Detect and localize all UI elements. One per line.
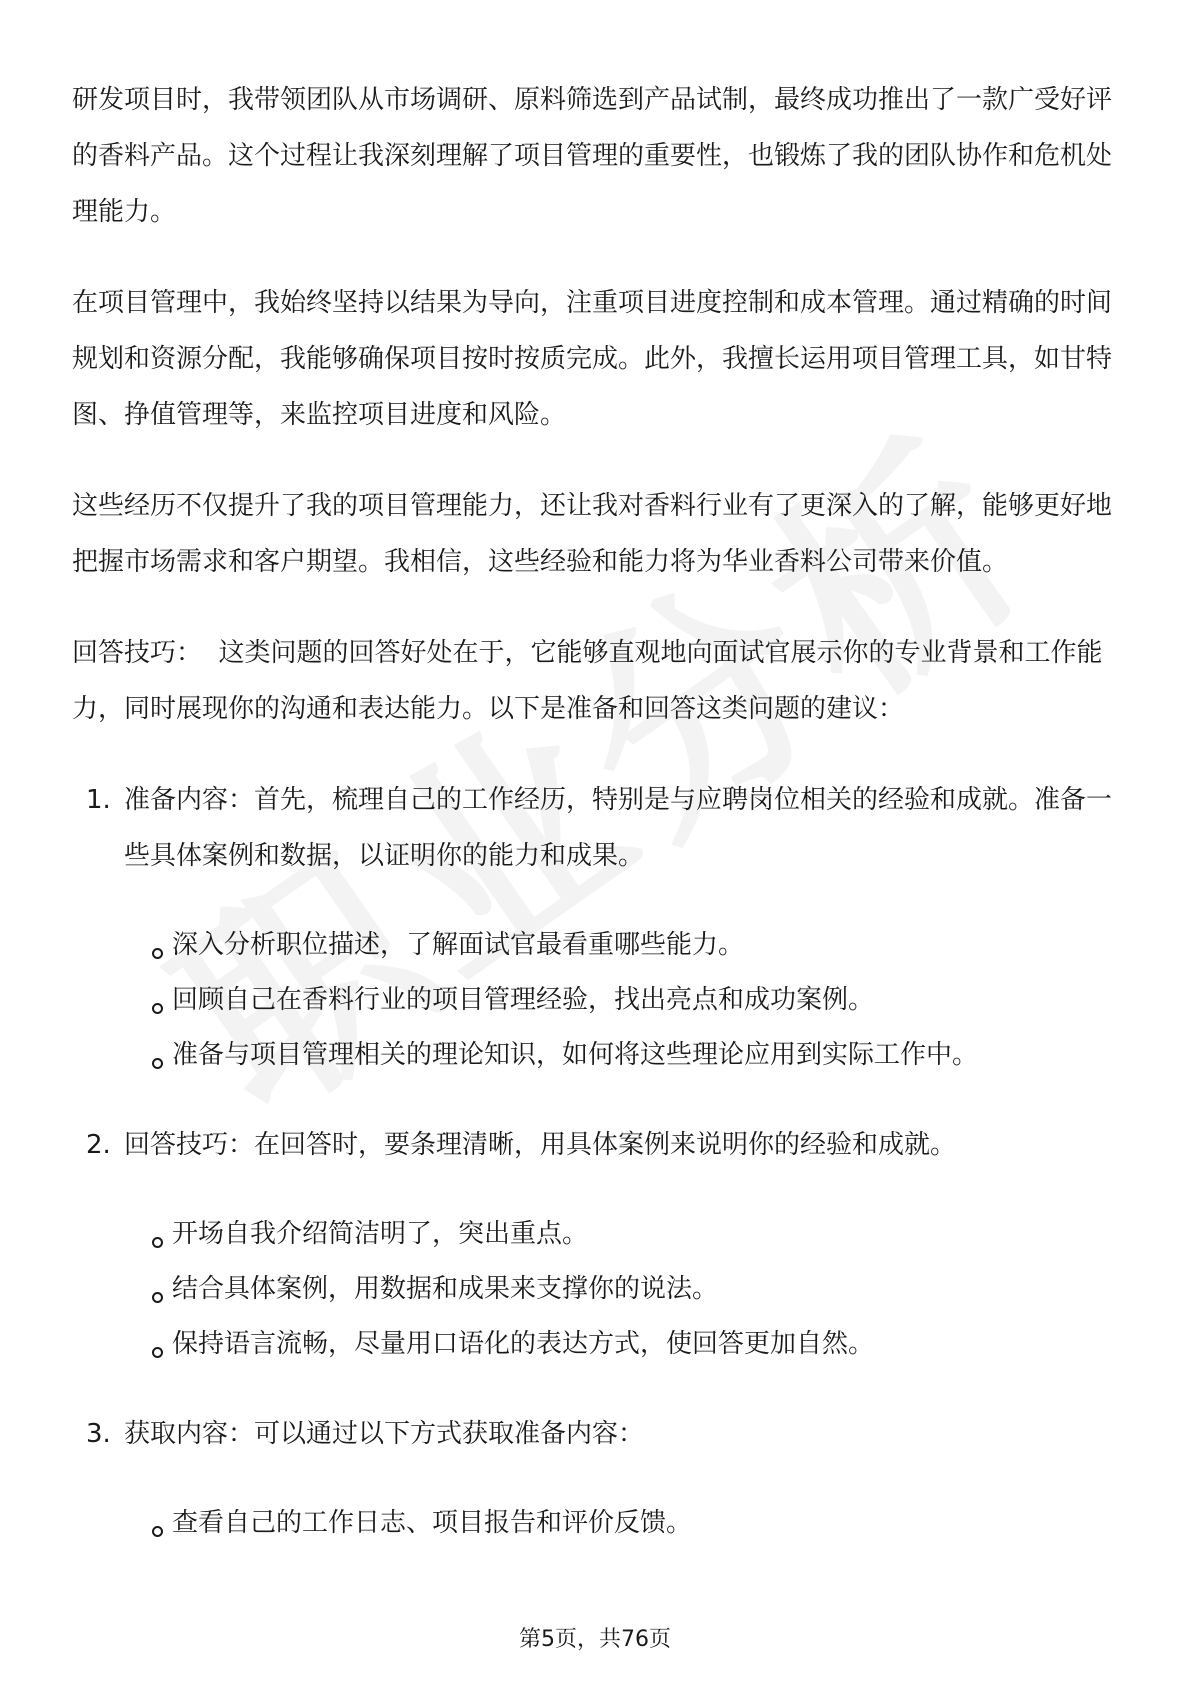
item-number: 1.	[86, 785, 111, 815]
sub-list	[72, 1207, 1122, 1372]
item-text: 回答技巧：在回答时，要条理清晰，用具体案例来说明你的经验和成就。	[124, 1130, 957, 1160]
item-number: 3.	[86, 1419, 111, 1449]
item-text: 获取内容：可以通过以下方式获取准备内容：	[124, 1419, 645, 1449]
sub-list-item: 结合具体案例，用数据和成果来支撑你的说法。	[152, 1262, 1122, 1317]
sub-list-item: 深入分析职位描述，了解面试官最看重哪些能力。	[152, 918, 1122, 973]
sub-list-item: 开场自我介绍简洁明了，突出重点。	[152, 1207, 1122, 1262]
list-item	[72, 772, 1122, 884]
list-item	[72, 1406, 1122, 1462]
item-text: 准备内容：首先，梳理自己的工作经历，特别是与应聘岗位相关的经验和成就。准备一些具体案例和数据，以证明你的能力和成果。	[124, 785, 1113, 871]
sub-list	[72, 1496, 1122, 1551]
page-footer: 第5页，共76页	[519, 1627, 671, 1652]
tips-paragraph	[72, 625, 1122, 737]
item-number: 2.	[86, 1130, 111, 1160]
sub-list-item: 查看自己的工作日志、项目报告和评价反馈。	[152, 1496, 1122, 1551]
paragraph-2: 在项目管理中，我始终坚持以结果为导向，注重项目进度控制和成本管理。通过精确的时间规划和资源分配，我能够确保项目按时按质完成。此外，我擅长运用项目管理工具，如甘特图、挣值管理等，来监控项目进度和风险。	[72, 288, 1113, 430]
sub-list-item: 保持语言流畅，尽量用口语化的表达方式，使回答更加自然。	[152, 1317, 1122, 1372]
sub-list	[72, 918, 1122, 1083]
tips-text: 这类问题的回答好处在于，它能够直观地向面试官展示你的专业背景和工作能力，同时展现你的沟通和表达能力。以下是准备和回答这类问题的建议：	[72, 638, 1103, 724]
sub-list-item: 回顾自己在香料行业的项目管理经验，找出亮点和成功案例。	[152, 973, 1122, 1028]
tips-label: 回答技巧：	[72, 638, 203, 668]
list-item	[72, 1117, 1122, 1173]
sub-list-item: 准备与项目管理相关的理论知识，如何将这些理论应用到实际工作中。	[152, 1028, 1122, 1083]
paragraph-1: 研发项目时，我带领团队从市场调研、原料筛选到产品试制，最终成功推出了一款广受好评的香料产品。这个过程让我深刻理解了项目管理的重要性，也锻炼了我的团队协作和危机处理能力。	[72, 85, 1113, 227]
paragraph-3: 这些经历不仅提升了我的项目管理能力，还让我对香料行业有了更深入的了解，能够更好地把握市场需求和客户期望。我相信，这些经验和能力将为华业香料公司带来价值。	[72, 491, 1113, 577]
document-body	[72, 72, 1122, 1585]
